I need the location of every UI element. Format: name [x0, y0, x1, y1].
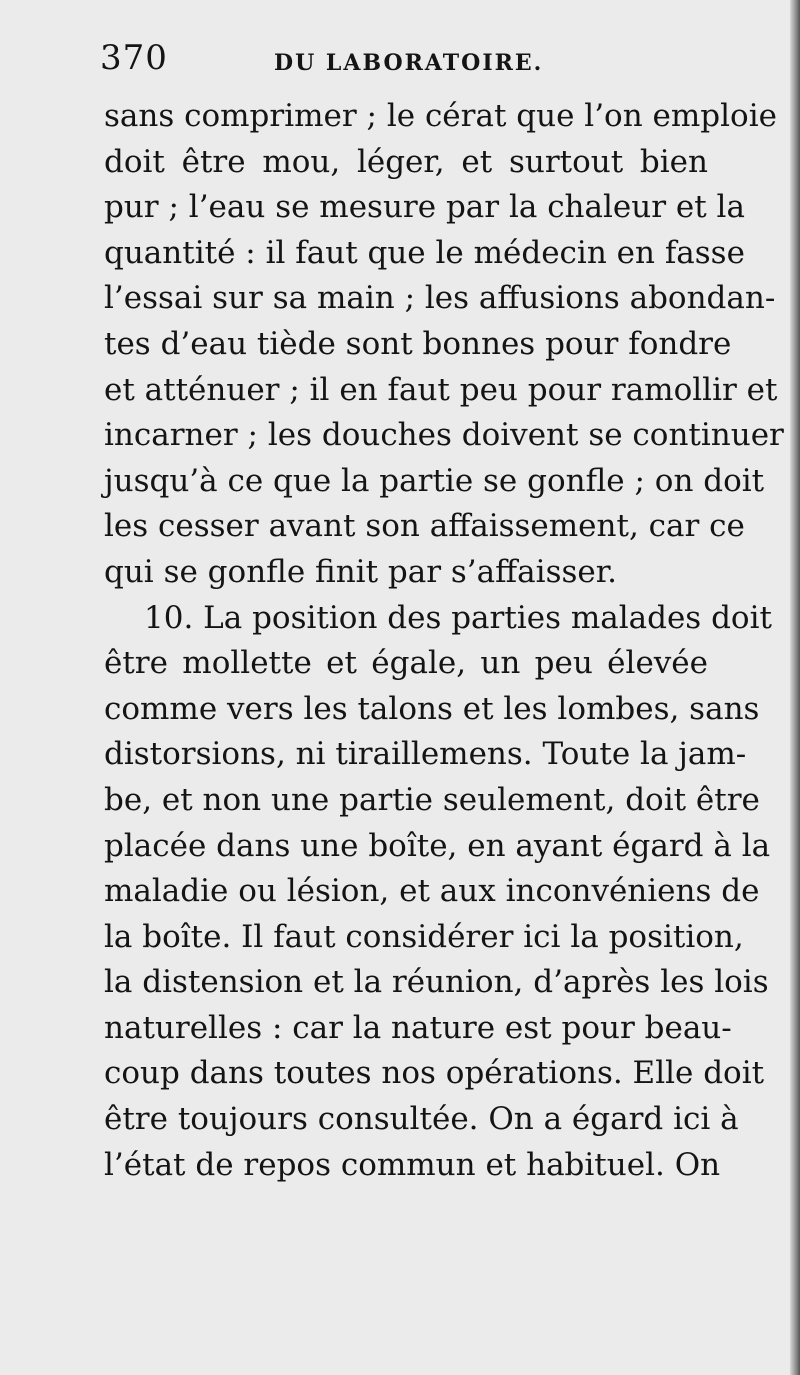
text-line: être toujours consultée. On a égard ici à: [104, 1101, 739, 1138]
text-line: placée dans une boîte, en ayant égard à la: [104, 827, 771, 864]
text-line: doit être mou, léger, et surtout bien: [104, 143, 708, 180]
text-line: les cesser avant son affaissement, car ce: [104, 508, 745, 545]
text-line: be, et non une partie seulement, doit être: [104, 781, 760, 818]
text-line: comme vers les talons et les lombes, sans: [104, 690, 760, 727]
text-line: maladie ou lésion, et aux inconvéniens de: [104, 873, 760, 910]
text-line: tes d’eau tiède sont bonnes pour fondre: [104, 325, 732, 362]
text-line: l’essai sur sa main ; les affusions abondan-: [104, 280, 776, 317]
page-header: [0, 36, 790, 84]
text-line: pur ; l’eau se mesure par la chaleur et la: [104, 189, 745, 226]
text-line: être mollette et égale, un peu élevée: [104, 645, 708, 682]
text-line: naturelles : car la nature est pour beau-: [104, 1009, 732, 1046]
page-edge-shadow: [790, 0, 800, 1375]
paragraph-end-line: qui se gonfle finit par s’affaisser.: [104, 553, 617, 590]
text-line: distorsions, ni tiraillemens. Toute la jam-: [104, 736, 747, 773]
text-line: sans comprimer ; le cérat que l’on emploie: [104, 98, 777, 134]
text-line: quantité : il faut que le médecin en fasse: [104, 234, 745, 271]
text-line: jusqu’à ce que la partie se gonfle ; on doit: [104, 462, 765, 499]
text-line: la distension et la réunion, d’après les lois: [104, 964, 769, 1001]
paragraph-start-line: 10. La position des parties malades doit: [144, 599, 772, 636]
page-number: 370: [100, 38, 168, 78]
text-line: et atténuer ; il en faut peu pour ramollir et: [104, 371, 778, 408]
text-line: l’état de repos commun et habituel. On: [104, 1146, 721, 1183]
text-line: la boîte. Il faut considérer ici la position,: [104, 918, 744, 955]
text-line: coup dans toutes nos opérations. Elle doit: [104, 1055, 765, 1092]
body-text: [104, 94, 784, 1188]
text-line: incarner ; les douches doivent se continuer: [104, 417, 784, 454]
running-title: DU LABORATOIRE.: [274, 50, 544, 76]
